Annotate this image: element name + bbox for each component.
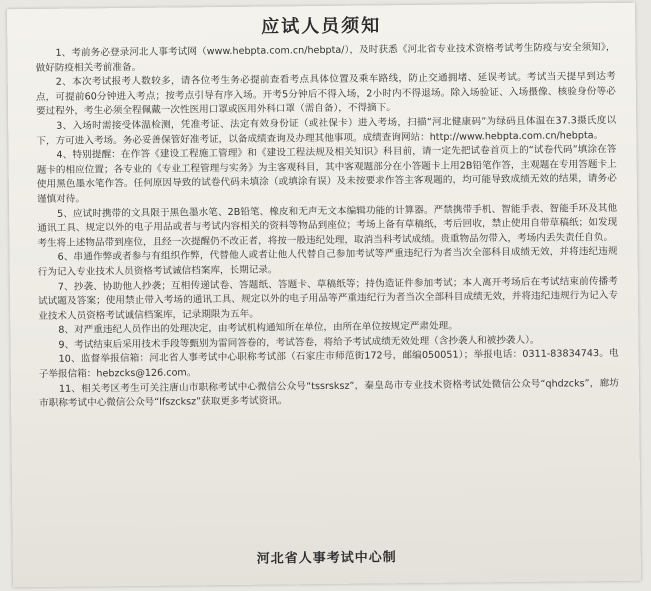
notice-item-1: 1、考前务必登录河北人事考试网（www.hebpta.com.cn/hebpta/），及时获悉《河北省专业技术资格考试考生防疫与安全须知》，做好防疫相关考前准备。 bbox=[35, 41, 616, 74]
notice-item-10: 10、监督举报信箱：河北省人事考试中心职称考试部（石家庄市师范街172号，邮编050051）；举报电话：0311-83834743。电子举报信箱：hebzcks@126.com。 bbox=[38, 348, 619, 381]
notice-item-9: 9、考试结束后采用技术手段等甄别为雷同答卷的，考试答卷，将给予考试成绩无效处理（含抄袭人和被抄袭人）。 bbox=[58, 334, 540, 351]
page-title: 应试人员须知 bbox=[261, 15, 382, 38]
issuer-signature: 河北省人事考试中心制 bbox=[256, 550, 397, 567]
notice-item-8: 8、对严重违纪人员作出的处理决定，由考试机构通知所在单位，由所在单位按规定严肃处理。 bbox=[58, 320, 458, 337]
notice-item-11: 11、相关考区考生可关注唐山市职称考试中心微信公众号“tssrsksz”，秦皇岛市专业技术资格考试处微信公众号“qhdzcks”，廊坊市职称考试中心微信公众号“lfszcksz”获取更多考试资讯。 bbox=[39, 377, 619, 410]
notice-item-4: 4、特别提醒：在作答《建设工程施工管理》和《建设工程法规及相关知识》科目前，请一定先把试卷首页上的“试卷代码”填涂在答题卡的相应位置；各专业的《专业工程管理与实务》为主客观科目，其中客观题部分在小答题卡上用2B铅笔作答，主观题在专用答题卡上使用黑色墨水笔作答。任何原因导致的试卷代码未填涂（或填涂有误）及未按要求作答主客观题的，均可能导致成绩无效的结果，请务必谨慎对待。 bbox=[36, 144, 617, 205]
notice-item-6: 6、串通作弊或者参与有组织作弊，代替他人或者让他人代替自己参加考试等严重违纪行为者当次全部科目成绩无效，并将违纪违规行为记入专业技术人员资格考试诚信档案库，长期记录。 bbox=[37, 246, 618, 278]
notice-sheet bbox=[7, 3, 641, 588]
notice-item-2: 2、本次考试报考人数较多，请各位考生务必提前查看考点具体位置及乘车路线，防止交通拥堵、延误考试。考试当天提早到达考点，可提前60分钟进入考点；按考点引导有序入场。开考5分钟后不得入场，2小时内不得退场。除入场验证、入场摄像、核验身份等必要过程外，考生必须全程佩戴一次性医用口罩或医用外科口罩（需自备），不得摘下。 bbox=[35, 71, 616, 118]
notice-item-7: 7、抄袭、协助他人抄袭；互相传递试卷、答题纸、答题卡、草稿纸等；持伪造证件参加考试；本人离开考场后在考试结束前传播考试试题及答案；使用禁止带入考场的通讯工具、规定以外的电子用品等严重违纪行为者当次全部科目成绩无效，并将违纪违规行为记入专业技术人员资格考试诚信档案库，记录期限为五年。 bbox=[37, 275, 619, 322]
notice-body bbox=[7, 35, 639, 412]
notice-item-3: 3、入场时需接受体温检测，凭准考证、法定有效身份证（或社保卡）进入考场，扫描“河北健康码”为绿码且体温在37.3摄氏度以下，方可进入考场。务必妥善保管好准考证，以备成绩查询及办理其他事项。成绩查询网站：http://www.hebpta.com.cn/hebpta。 bbox=[36, 114, 617, 147]
notice-item-5: 5、应试时携带的文具限于黑色墨水笔、2B铅笔、橡皮和无声无文本编辑功能的计算器。严禁携带手机、智能手表、智能手环及其他通讯工具、规定以外的电子用品或者与考试内容相关的资料等物品到座位；考场上备有草稿纸，考后回收，禁止使用自带草稿纸；如发现考生将上述物品带到座位，且经一次提醒仍不改正者，将按一般违纪处理，取消当科考试成绩。贵重物品勿带入，考场内丢失责任自负。 bbox=[37, 202, 618, 249]
